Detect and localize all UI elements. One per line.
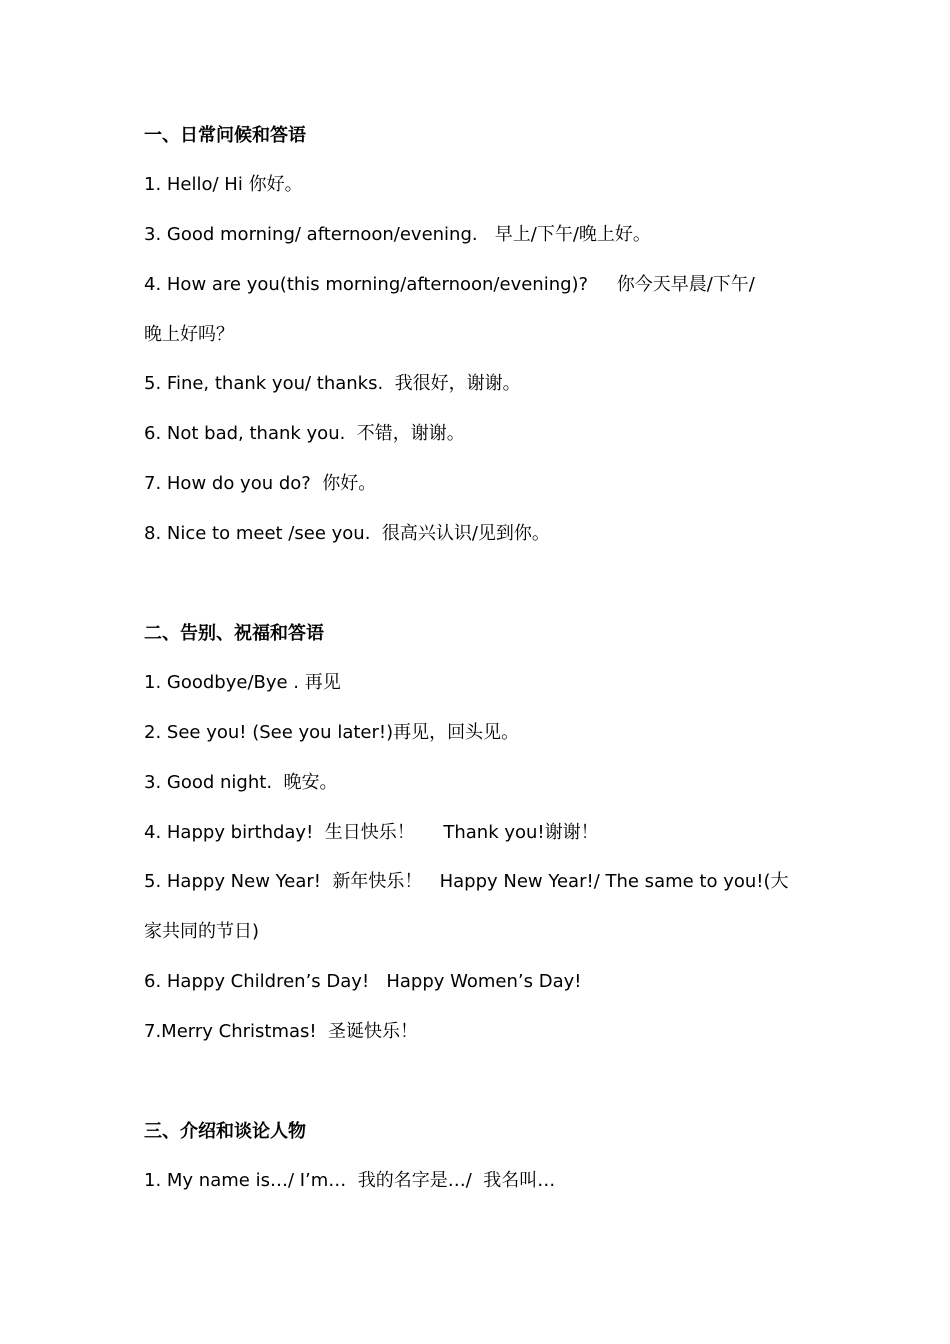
phrase-line: 5. Fine, thank you/ thanks. 我很好，谢谢。: [144, 373, 521, 394]
phrase-line: 3. Good night. 晚安。: [144, 772, 338, 793]
section-heading: 一、日常问候和答语: [144, 125, 306, 146]
phrase-line: 4. Happy birthday! 生日快乐！ Thank you!谢谢！: [144, 822, 599, 843]
phrase-line: 4. How are you(this morning/afternoon/evening)? 你今天早晨/下午/: [144, 274, 755, 295]
phrase-line: 7. How do you do? 你好。: [144, 473, 377, 494]
section-heading: 三、介绍和谈论人物: [144, 1121, 306, 1142]
phrase-line: 1. Hello/ Hi 你好。: [144, 174, 303, 195]
phrase-line: 1. My name is…/ I’m… 我的名字是…/ 我名叫…: [144, 1170, 556, 1191]
phrase-line: 5. Happy New Year! 新年快乐！ Happy New Year!/ The same to you!(大: [144, 871, 789, 892]
phrase-line: 6. Not bad, thank you. 不错，谢谢。: [144, 423, 465, 444]
section-heading: 二、告别、祝福和答语: [144, 623, 324, 644]
phrase-line: 晚上好吗？: [144, 324, 234, 345]
phrase-line: 6. Happy Children’s Day! Happy Women’s Day!: [144, 971, 582, 992]
phrase-line: 2. See you! (See you later!)再见，回头见。: [144, 722, 520, 743]
phrase-line: 1. Goodbye/Bye . 再见: [144, 672, 341, 693]
phrase-line: 7.Merry Christmas! 圣诞快乐！: [144, 1021, 419, 1042]
phrase-line: 家共同的节日): [144, 921, 260, 942]
phrase-line: 3. Good morning/ afternoon/evening. 早上/下午/晚上好。: [144, 224, 651, 245]
phrase-line: 8. Nice to meet /see you. 很高兴认识/见到你。: [144, 523, 550, 544]
